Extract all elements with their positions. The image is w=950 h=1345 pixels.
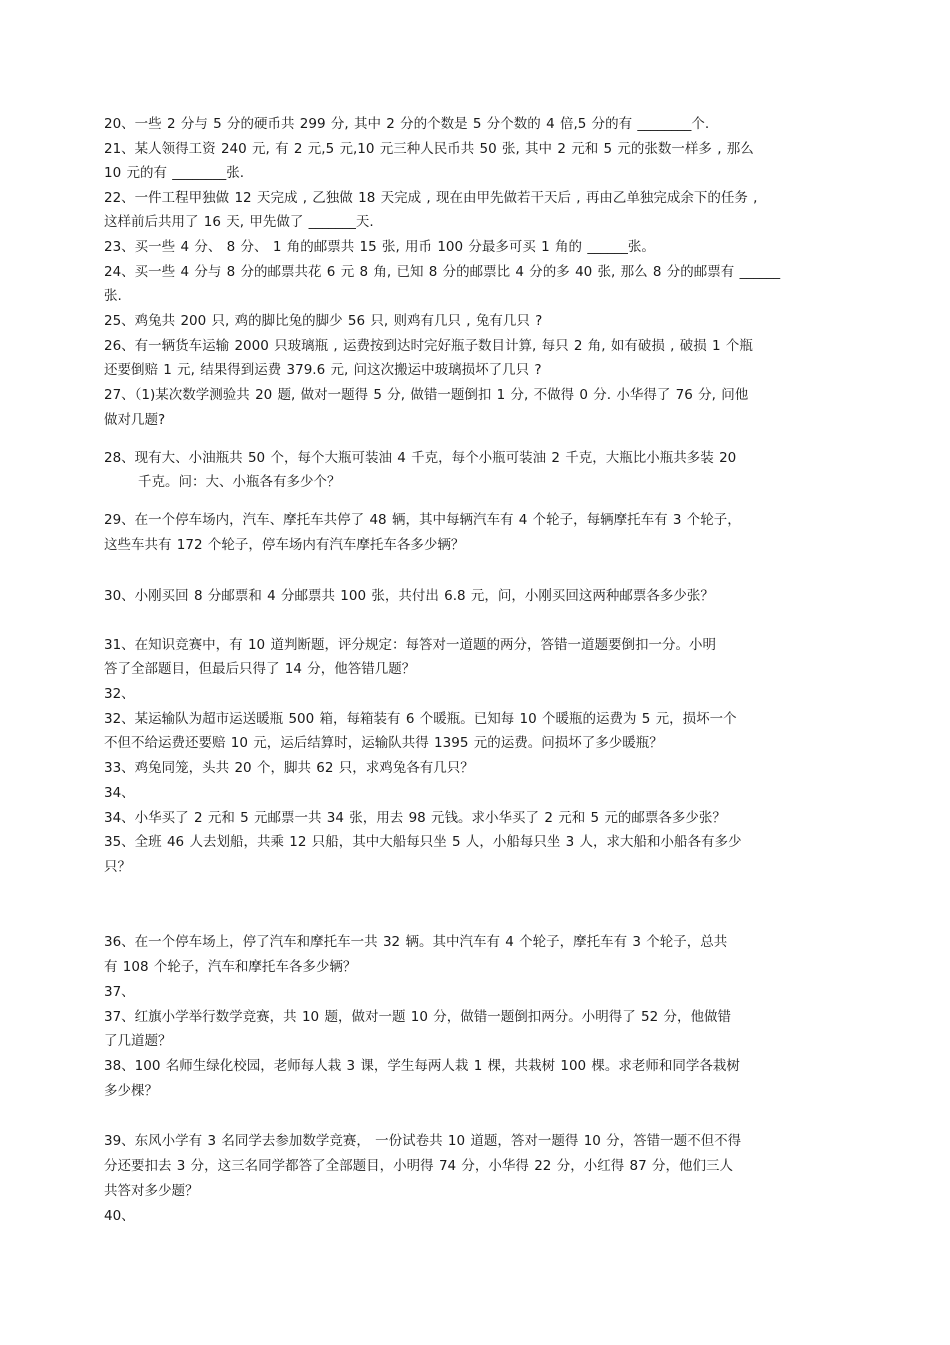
text-line: 28、现有大、小油瓶共 50 个，每个大瓶可装油 4 千克，每个小瓶可装油 2 千克，大瓶比小瓶共多装 20 bbox=[104, 450, 737, 466]
text-line: 27、（1)某次数学测验共 20 题, 做对一题得 5 分, 做错一题倒扣 1 分, 不做得 0 分. 小华得了 76 分, 问他 bbox=[104, 387, 749, 403]
text-line: 23、买一些 4 分、 8 分、 1 角的邮票共 15 张, 用币 100 分最多可买 1 角的 ______张。 bbox=[104, 239, 655, 255]
text-line: 34、小华买了 2 元和 5 元邮票一共 34 张，用去 98 元钱。求小华买了 2 元和 5 元的邮票各多少张？ bbox=[104, 810, 726, 826]
text-line: 30、小刚买回 8 分邮票和 4 分邮票共 100 张，共付出 6.8 元，问，小刚买回这两种邮票各多少张？ bbox=[104, 588, 714, 604]
text-line: 31、在知识竞赛中，有 10 道判断题，评分规定：每答对一道题的两分，答错一道题要倒扣一分。小明 bbox=[104, 637, 716, 653]
text-line: 只？ bbox=[104, 859, 131, 875]
text-line: 21、某人领得工资 240 元, 有 2 元,5 元,10 元三种人民币共 50 张, 其中 2 元和 5 元的张数一样多 , 那么 bbox=[104, 141, 754, 157]
text-line: 37、 bbox=[104, 984, 135, 1000]
text-line: 有 108 个轮子，汽车和摩托车各多少辆？ bbox=[104, 959, 357, 975]
text-line: 不但不给运费还要赔 10 元，运后结算时，运输队共得 1395 元的运费。问损坏了多少暖瓶？ bbox=[104, 735, 663, 751]
text-line: 34、 bbox=[104, 785, 135, 801]
text-line: 多少棵？ bbox=[104, 1083, 158, 1099]
text-line: 32、某运输队为超市运送暖瓶 500 箱，每箱装有 6 个暖瓶。已知每 10 个暖瓶的运费为 5 元，损坏一个 bbox=[104, 711, 737, 727]
text-line: 36、在一个停车场上，停了汽车和摩托车一共 32 辆。其中汽车有 4 个轮子，摩托车有 3 个轮子，总共 bbox=[104, 934, 728, 950]
text-line: 还要倒赔 1 元, 结果得到运费 379.6 元, 问这次搬运中玻璃损坏了几只 ? bbox=[104, 362, 542, 378]
text-line: 这样前后共用了 16 天, 甲先做了 _______天. bbox=[104, 214, 374, 230]
text-line: 26、有一辆货车运输 2000 只玻璃瓶 , 运费按到达时完好瓶子数目计算, 每只 2 角, 如有破损 , 破损 1 个瓶 bbox=[104, 338, 753, 354]
text-line: 40、 bbox=[104, 1208, 135, 1224]
text-line: 22、一件工程甲独做 12 天完成 , 乙独做 18 天完成 , 现在由甲先做若干天后 , 再由乙单独完成余下的任务 , bbox=[104, 190, 758, 206]
text-line: 25、鸡兔共 200 只, 鸡的脚比兔的脚少 56 只, 则鸡有几只 , 兔有几只 ? bbox=[104, 313, 543, 329]
text-line: 张. bbox=[104, 288, 122, 304]
text-line: 37、红旗小学举行数学竞赛，共 10 题，做对一题 10 分，做错一题倒扣两分。小明得了 52 分，他做错 bbox=[104, 1009, 731, 1025]
text-line: 这些车共有 172 个轮子，停车场内有汽车摩托车各多少辆？ bbox=[104, 537, 465, 553]
text-line: 35、全班 46 人去划船，共乘 12 只船，其中大船每只坐 5 人，小船每只坐 3 人，求大船和小船各有多少 bbox=[104, 834, 742, 850]
text-line: 20、一些 2 分与 5 分的硬币共 299 分, 其中 2 分的个数是 5 分个数的 4 倍,5 分的有 ________个. bbox=[104, 116, 710, 132]
text-line: 做对几题? bbox=[104, 412, 166, 428]
text-line: 24、买一些 4 分与 8 分的邮票共花 6 元 8 角, 已知 8 分的邮票比 4 分的多 40 张, 那么 8 分的邮票有 ______ bbox=[104, 264, 781, 280]
text-line: 29、在一个停车场内，汽车、摩托车共停了 48 辆，其中每辆汽车有 4 个轮子，每辆摩托车有 3 个轮子， bbox=[104, 512, 741, 528]
text-line: 答了全部题目，但最后只得了 14 分，他答错几题？ bbox=[104, 661, 416, 677]
text-line: 10 元的有 ________张. bbox=[104, 165, 245, 181]
text-line: 了几道题？ bbox=[104, 1033, 172, 1049]
text-line: 39、东风小学有 3 名同学去参加数学竞赛， 一份试卷共 10 道题，答对一题得 10 分，答错一题不但不得 bbox=[104, 1133, 742, 1149]
text-line: 38、100 名师生绿化校园，老师每人栽 3 课，学生每两人栽 1 棵，共栽树 100 棵。求老师和同学各栽树 bbox=[104, 1058, 740, 1074]
text-line: 共答对多少题？ bbox=[104, 1183, 199, 1199]
text-line: 33、鸡兔同笼，头共 20 个，脚共 62 只，求鸡兔各有几只？ bbox=[104, 760, 474, 776]
text-line: 32、 bbox=[104, 686, 135, 702]
text-line: 千克。问：大、小瓶各有多少个？ bbox=[138, 474, 341, 490]
text-line: 分还要扣去 3 分，这三名同学都答了全部题目，小明得 74 分，小华得 22 分，小红得 87 分，他们三人 bbox=[104, 1158, 733, 1174]
